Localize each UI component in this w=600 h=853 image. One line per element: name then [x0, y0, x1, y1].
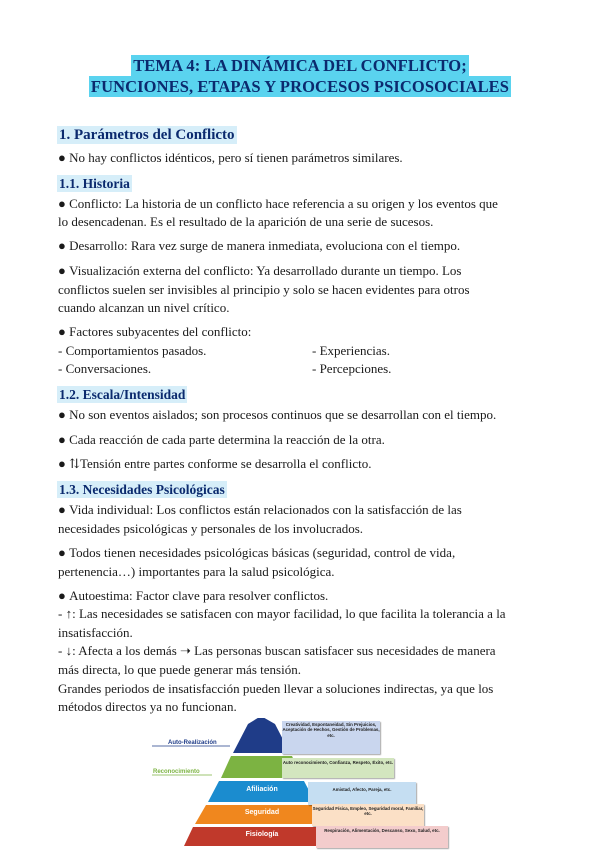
box-reconocimiento: Auto reconocimiento, Confianza, Respeto, Éxito, etc.	[282, 758, 394, 778]
document-title	[0, 55, 600, 97]
paragraph-baja-1: - ↓: Afecta a los demás ➝ Las personas buscan satisfacer sus necesidades de manera	[58, 643, 496, 658]
paragraph-alta-1: - ↑: Las necesidades se satisfacen con mayor facilidad, lo que facilita la tolerancia a la	[58, 606, 506, 621]
paragraph-vida-2: necesidades psicológicas y personales de los involucrados.	[58, 521, 364, 536]
paragraph-factores: ● Factores subyacentes del conflicto:	[58, 322, 548, 341]
section-heading-parametros: 1. Parámetros del Conflicto	[59, 127, 235, 143]
maslow-pyramid-figure	[150, 718, 455, 848]
paragraph-escala-2: ● Cada reacción de cada parte determina la reacción de la otra.	[58, 430, 548, 449]
paragraph-escala-1: ● No son eventos aislados; son procesos continuos que se desarrollan con el tiempo.	[58, 405, 548, 424]
paragraph-intro: ● No hay conflictos idénticos, pero sí tienen parámetros similares.	[58, 148, 548, 167]
paragraph-grandes-1: Grandes periodos de insatisfacción pueden llevar a soluciones indirectas, ya que los	[58, 681, 494, 696]
paragraph-conflicto-2: lo desencadenan. Es el resultado de la aparición de una serie de sucesos.	[58, 214, 434, 229]
box-seguridad: Seguridad Física, Empleo, Seguridad moral, Familiar, etc.	[312, 804, 424, 826]
paragraph-grandes-2: métodos directos ya no funcionan.	[58, 699, 237, 714]
paragraph-conflicto-1: ● Conflicto: La historia de un conflicto hace referencia a su origen y los eventos que	[58, 194, 548, 213]
paragraph-todos-1: ● Todos tienen necesidades psicológicas básicas (seguridad, control de vida,	[58, 543, 548, 562]
label-afiliacion: Afiliación	[246, 786, 278, 793]
title-line-1: TEMA 4: LA DINÁMICA DEL CONFLICTO;	[133, 56, 467, 75]
paragraph-todos-2: pertenencia…) importantes para la salud psicológica.	[58, 564, 335, 579]
box-afiliacion: Amistad, Afecto, Pareja, etc.	[308, 782, 416, 805]
paragraph-visualizacion-3: cuando alcanzan un nivel crítico.	[58, 300, 230, 315]
paragraph-vida-1: ● Vida individual: Los conflictos están relacionados con la satisfacción de las	[58, 500, 548, 519]
subheading-necesidades: 1.3. Necesidades Psicológicas	[59, 482, 225, 497]
paragraph-baja-2: más directa, lo que puede generar más tensión.	[58, 662, 301, 677]
paragraph-desarrollo: ● Desarrollo: Rara vez surge de manera inmediata, evoluciona con el tiempo.	[58, 236, 548, 255]
factor-left-2: - Conversaciones.	[58, 361, 152, 376]
factor-right-1: - Experiencias.	[312, 343, 390, 358]
label-fisiologia: Fisiología	[245, 831, 279, 838]
factor-right-2: - Percepciones.	[312, 361, 392, 376]
factor-left-1: - Comportamientos pasados.	[58, 343, 207, 358]
subheading-historia: 1.1. Historia	[59, 176, 130, 191]
box-autorrealizacion: Creatividad, Espontaneidad, Sin Prejuicios, Aceptación de Hechos, Gestión de Problemas, etc.	[282, 721, 380, 754]
title-line-2: FUNCIONES, ETAPAS Y PROCESOS PSICOSOCIALES	[90, 77, 510, 96]
paragraph-escala-3: ● ⇅Tensión entre partes conforme se desarrolla el conflicto.	[58, 454, 548, 473]
label-seguridad: Seguridad	[244, 809, 280, 816]
paragraph-autoestima: ● Autoestima: Factor clave para resolver conflictos.	[58, 586, 548, 605]
label-auto-realizacion: Auto-Realización	[168, 740, 217, 746]
paragraph-alta-2: insatisfacción.	[58, 625, 133, 640]
subheading-escala: 1.2. Escala/Intensidad	[59, 387, 186, 402]
label-reconocimiento: Reconocimiento	[153, 769, 200, 775]
paragraph-visualizacion-2: conflictos suelen ser invisibles al principio y solo se hacen evidentes para otros	[58, 282, 470, 297]
box-fisiologia: Respiración, Alimentación, Descanso, Sexo, Salud, etc.	[316, 826, 448, 848]
paragraph-visualizacion-1: ● Visualización externa del conflicto: Ya desarrollado durante un tiempo. Los	[58, 261, 548, 280]
